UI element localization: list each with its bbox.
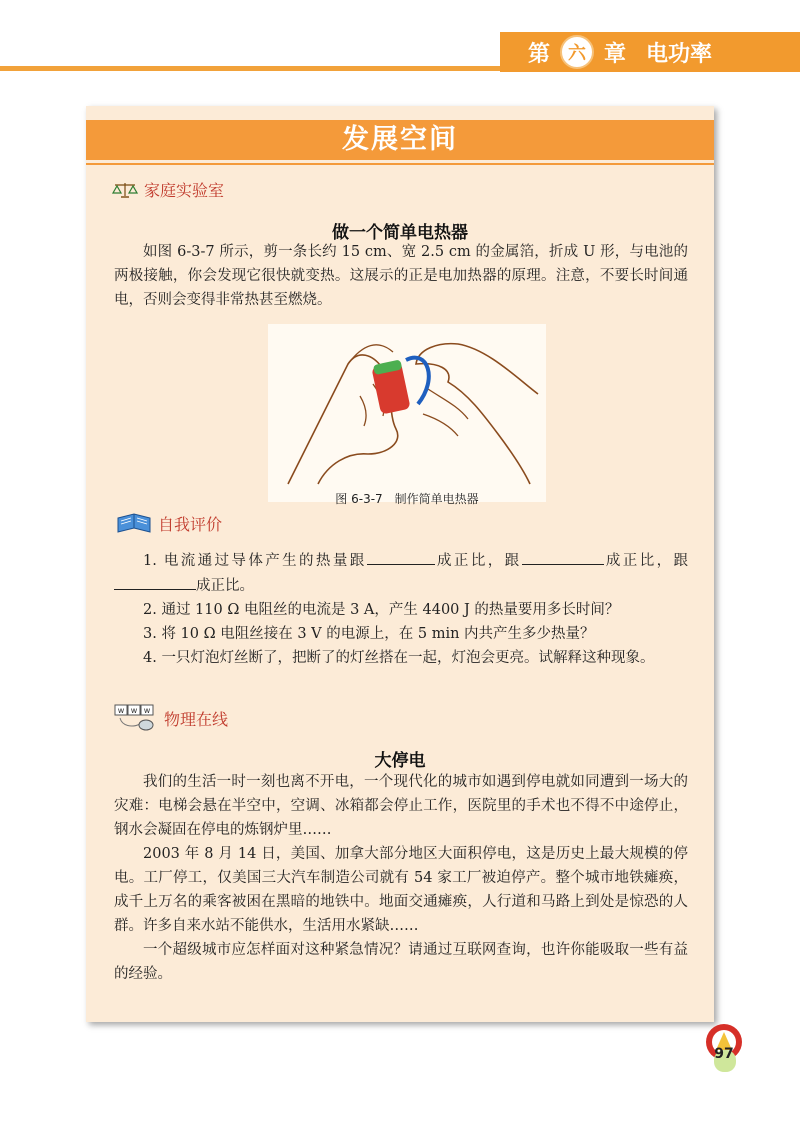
www-mouse-icon	[114, 704, 158, 732]
chapter-prefix: 第	[528, 40, 551, 67]
question-4: 4. 一只灯泡灯丝断了，把断了的灯丝搭在一起，灯泡会更亮。试解释这种现象。	[143, 650, 655, 666]
physics-online-label	[114, 704, 228, 732]
svg-text:w: w	[143, 706, 151, 715]
answer-blank[interactable]	[114, 573, 196, 590]
physics-online-label-text: 物理在线	[164, 709, 229, 729]
home-lab-label	[112, 178, 224, 201]
question-1: 1. 电流通过导体产生的热量跟 成正比，跟 成正比，跟成正比。	[114, 548, 688, 598]
home-lab-label-text: 家庭实验室	[144, 181, 225, 200]
chapter-header	[500, 32, 800, 72]
panel-divider	[86, 163, 714, 165]
panel-title: 发展空间	[86, 120, 714, 160]
question-3: 3. 将 10 Ω 电阻丝接在 3 V 的电源上，在 5 min 内共产生多少热量？	[143, 626, 595, 642]
svg-text:w: w	[130, 706, 138, 715]
online-paragraph-3: 一个超级城市应怎样面对这种紧急情况？请通过互联网查询，也许你能吸取一些有益的经验。	[114, 942, 688, 982]
lab-paragraph: 如图 6-3-7 所示，剪一条长约 15 cm、宽 2.5 cm 的金属箔，折成 U 形，与电池的两极接触，你会发现它很快就变热。这展示的正是电加热器的原理。注意，不要长时间通电，否则会变得非常热甚至燃烧。	[114, 244, 688, 308]
online-paragraph-2: 2003 年 8 月 14 日，美国、加拿大部分地区大面积停电，这是历史上最大规模的停电。工厂停工，仅美国三大汽车制造公司就有 54 家工厂被迫停产。整个城市地铁瘫痪，成千上万名的乘客被困在黑暗的地铁中。地面交通瘫痪，人行道和马路上到处是惊恐的人群。许多自来水站不能供水，生活用水紧缺……	[114, 846, 688, 934]
balance-scale-icon	[112, 181, 138, 199]
open-book-icon	[116, 510, 152, 536]
self-eval-label	[116, 510, 222, 536]
self-eval-questions	[114, 548, 688, 670]
svg-text:w: w	[117, 706, 125, 715]
question-2: 2. 通过 110 Ω 电阻丝的电流是 3 A，产生 4400 J 的热量要用多长时间？	[143, 602, 620, 618]
hands-battery-figure	[268, 324, 546, 502]
figure-caption: 图 6-3-7 制作简单电热器	[335, 492, 479, 506]
page-number: 97	[714, 1046, 734, 1062]
chapter-number-badge: 六	[560, 35, 594, 69]
lab-title: 做一个简单电热器	[332, 223, 468, 243]
development-panel	[86, 106, 714, 1022]
online-title: 大停电	[374, 751, 426, 771]
chapter-title: 电功率	[646, 40, 713, 67]
self-eval-label-text: 自我评价	[158, 514, 223, 534]
answer-blank[interactable]	[522, 548, 604, 565]
online-paragraph-1: 我们的生活一时一刻也离不开电，一个现代化的城市如遇到停电就如同遭到一场大的灾难：电梯会悬在半空中，空调、冰箱都会停止工作，医院里的手术也不得不中途停止，钢水会凝固在停电的炼钢炉里……	[114, 774, 688, 838]
answer-blank[interactable]	[367, 548, 435, 565]
online-article	[114, 770, 688, 986]
chapter-suffix: 章	[604, 40, 627, 67]
